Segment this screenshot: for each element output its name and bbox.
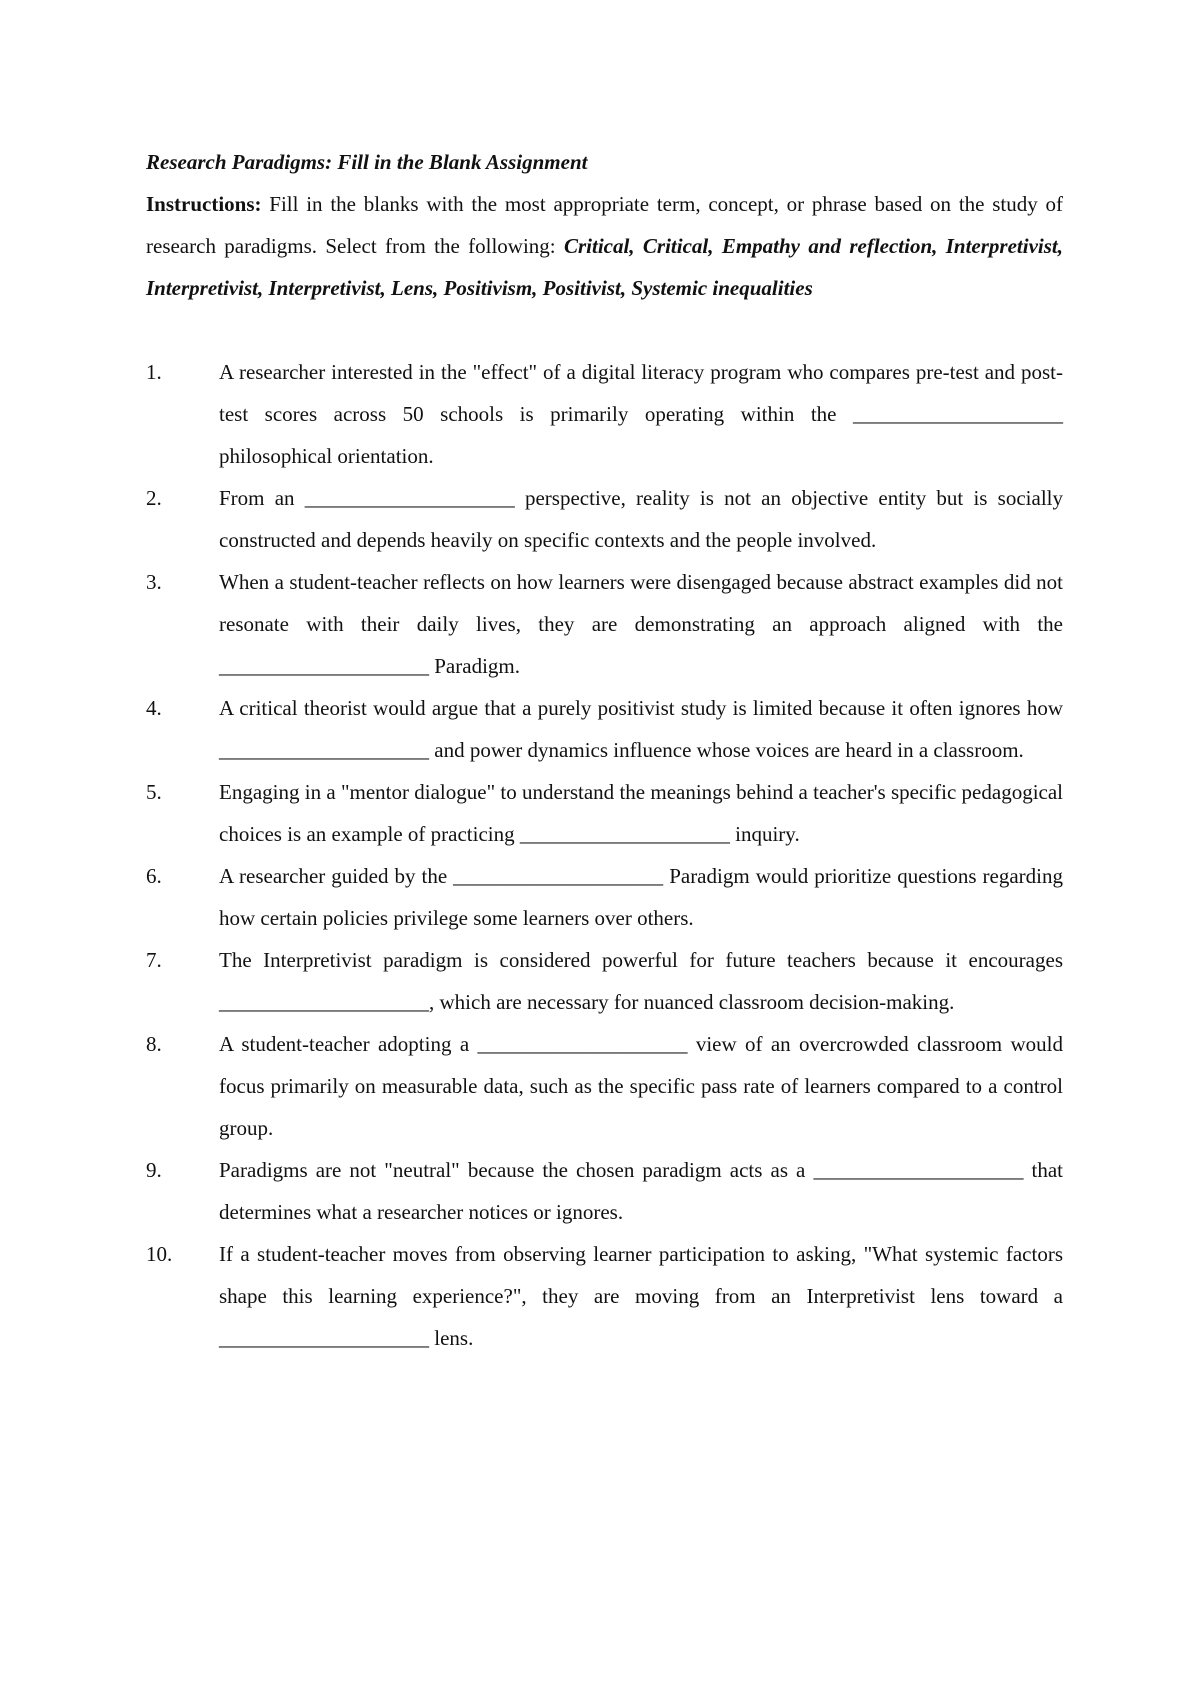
question-text-before: A student-teacher adopting a [219,1032,478,1056]
question-item [146,1023,1063,1149]
question-text-before: A researcher guided by the [219,864,454,888]
answer-blank[interactable]: ____________________ [853,402,1063,426]
question-text-after: Paradigm. [429,654,520,678]
question-number: 4. [146,696,162,720]
question-item [146,1233,1063,1359]
question-number: 7. [146,948,162,972]
question-item [146,687,1063,771]
question-number: 8. [146,1032,162,1056]
question-text-before: A researcher interested in the "effect" of a digital literacy program who compares pre-test and post-test scores across 50 schools is primarily operating within the [219,360,1063,426]
question-number: 9. [146,1158,162,1182]
question-item [146,1149,1063,1233]
instructions-label: Instructions: [146,192,262,216]
question-number: 10. [146,1242,173,1266]
question-number: 1. [146,360,162,384]
question-number: 2. [146,486,162,510]
document-body [146,141,1063,1359]
question-text-after: view of an overcrowded classroom would focus primarily on measurable data, such as the specific pass rate of learners compared to a control group. [219,1032,1063,1140]
answer-blank[interactable]: ____________________ [219,1326,429,1350]
question-text-before: The Interpretivist paradigm is considered powerful for future teachers because it encourages [219,948,1063,972]
question-text-after: lens. [429,1326,474,1350]
question-text-before: From an [219,486,305,510]
answer-blank[interactable]: ____________________ [813,1158,1024,1182]
answer-blank[interactable]: ____________________ [219,654,429,678]
instructions-paragraph [146,183,1063,309]
question-item [146,351,1063,477]
answer-blank[interactable]: ____________________ [477,1032,688,1056]
question-item [146,561,1063,687]
question-list [146,351,1063,1359]
question-text-after: that determines what a researcher notices or ignores. [219,1158,1063,1224]
answer-blank[interactable]: ____________________ [219,990,429,1014]
question-number: 3. [146,570,162,594]
document-title: Research Paradigms: Fill in the Blank Assignment [146,150,588,174]
question-text-after: perspective, reality is not an objective entity but is socially constructed and depends heavily on specific contexts and the people involved. [219,486,1064,552]
question-text-before: When a student-teacher reflects on how learners were disengaged because abstract examples did not resonate with their daily lives, they are demonstrating an approach aligned with the [219,570,1063,636]
question-text-after: Paradigm would prioritize questions regarding how certain policies privilege some learners over others. [219,864,1064,930]
question-text-after: , which are necessary for nuanced classroom decision-making. [429,990,955,1014]
question-text-before: Engaging in a "mentor dialogue" to understand the meanings behind a teacher's specific pedagogical choices is an example of practicing [219,780,1063,846]
question-number: 6. [146,864,162,888]
answer-blank[interactable]: ____________________ [453,864,664,888]
answer-blank[interactable]: ____________________ [304,486,515,510]
question-text-after: philosophical orientation. [219,444,434,468]
question-number: 5. [146,780,162,804]
word-bank: Critical, Critical, Empathy and reflection, Interpretivist, Interpretivist, Interpretivist, Lens, Positivism, Positivist, Systemic inequalities [146,234,1063,300]
answer-blank[interactable]: ____________________ [219,738,429,762]
question-item [146,477,1063,561]
question-item [146,771,1063,855]
question-text-before: A critical theorist would argue that a purely positivist study is limited because it often ignores how [219,696,1063,720]
answer-blank[interactable]: ____________________ [519,822,730,846]
question-text-after: inquiry. [729,822,800,846]
question-text-before: Paradigms are not "neutral" because the chosen paradigm acts as a [219,1158,814,1182]
question-item [146,939,1063,1023]
question-text-before: If a student-teacher moves from observing learner participation to asking, "What systemic factors shape this learning experience?", they are moving from an Interpretivist lens toward a [219,1242,1063,1308]
instructions-text: Fill in the blanks with the most appropriate term, concept, or phrase based on the study of research paradigms. Select from the following: [146,192,1063,258]
question-text-after: and power dynamics influence whose voices are heard in a classroom. [429,738,1024,762]
question-item [146,855,1063,939]
